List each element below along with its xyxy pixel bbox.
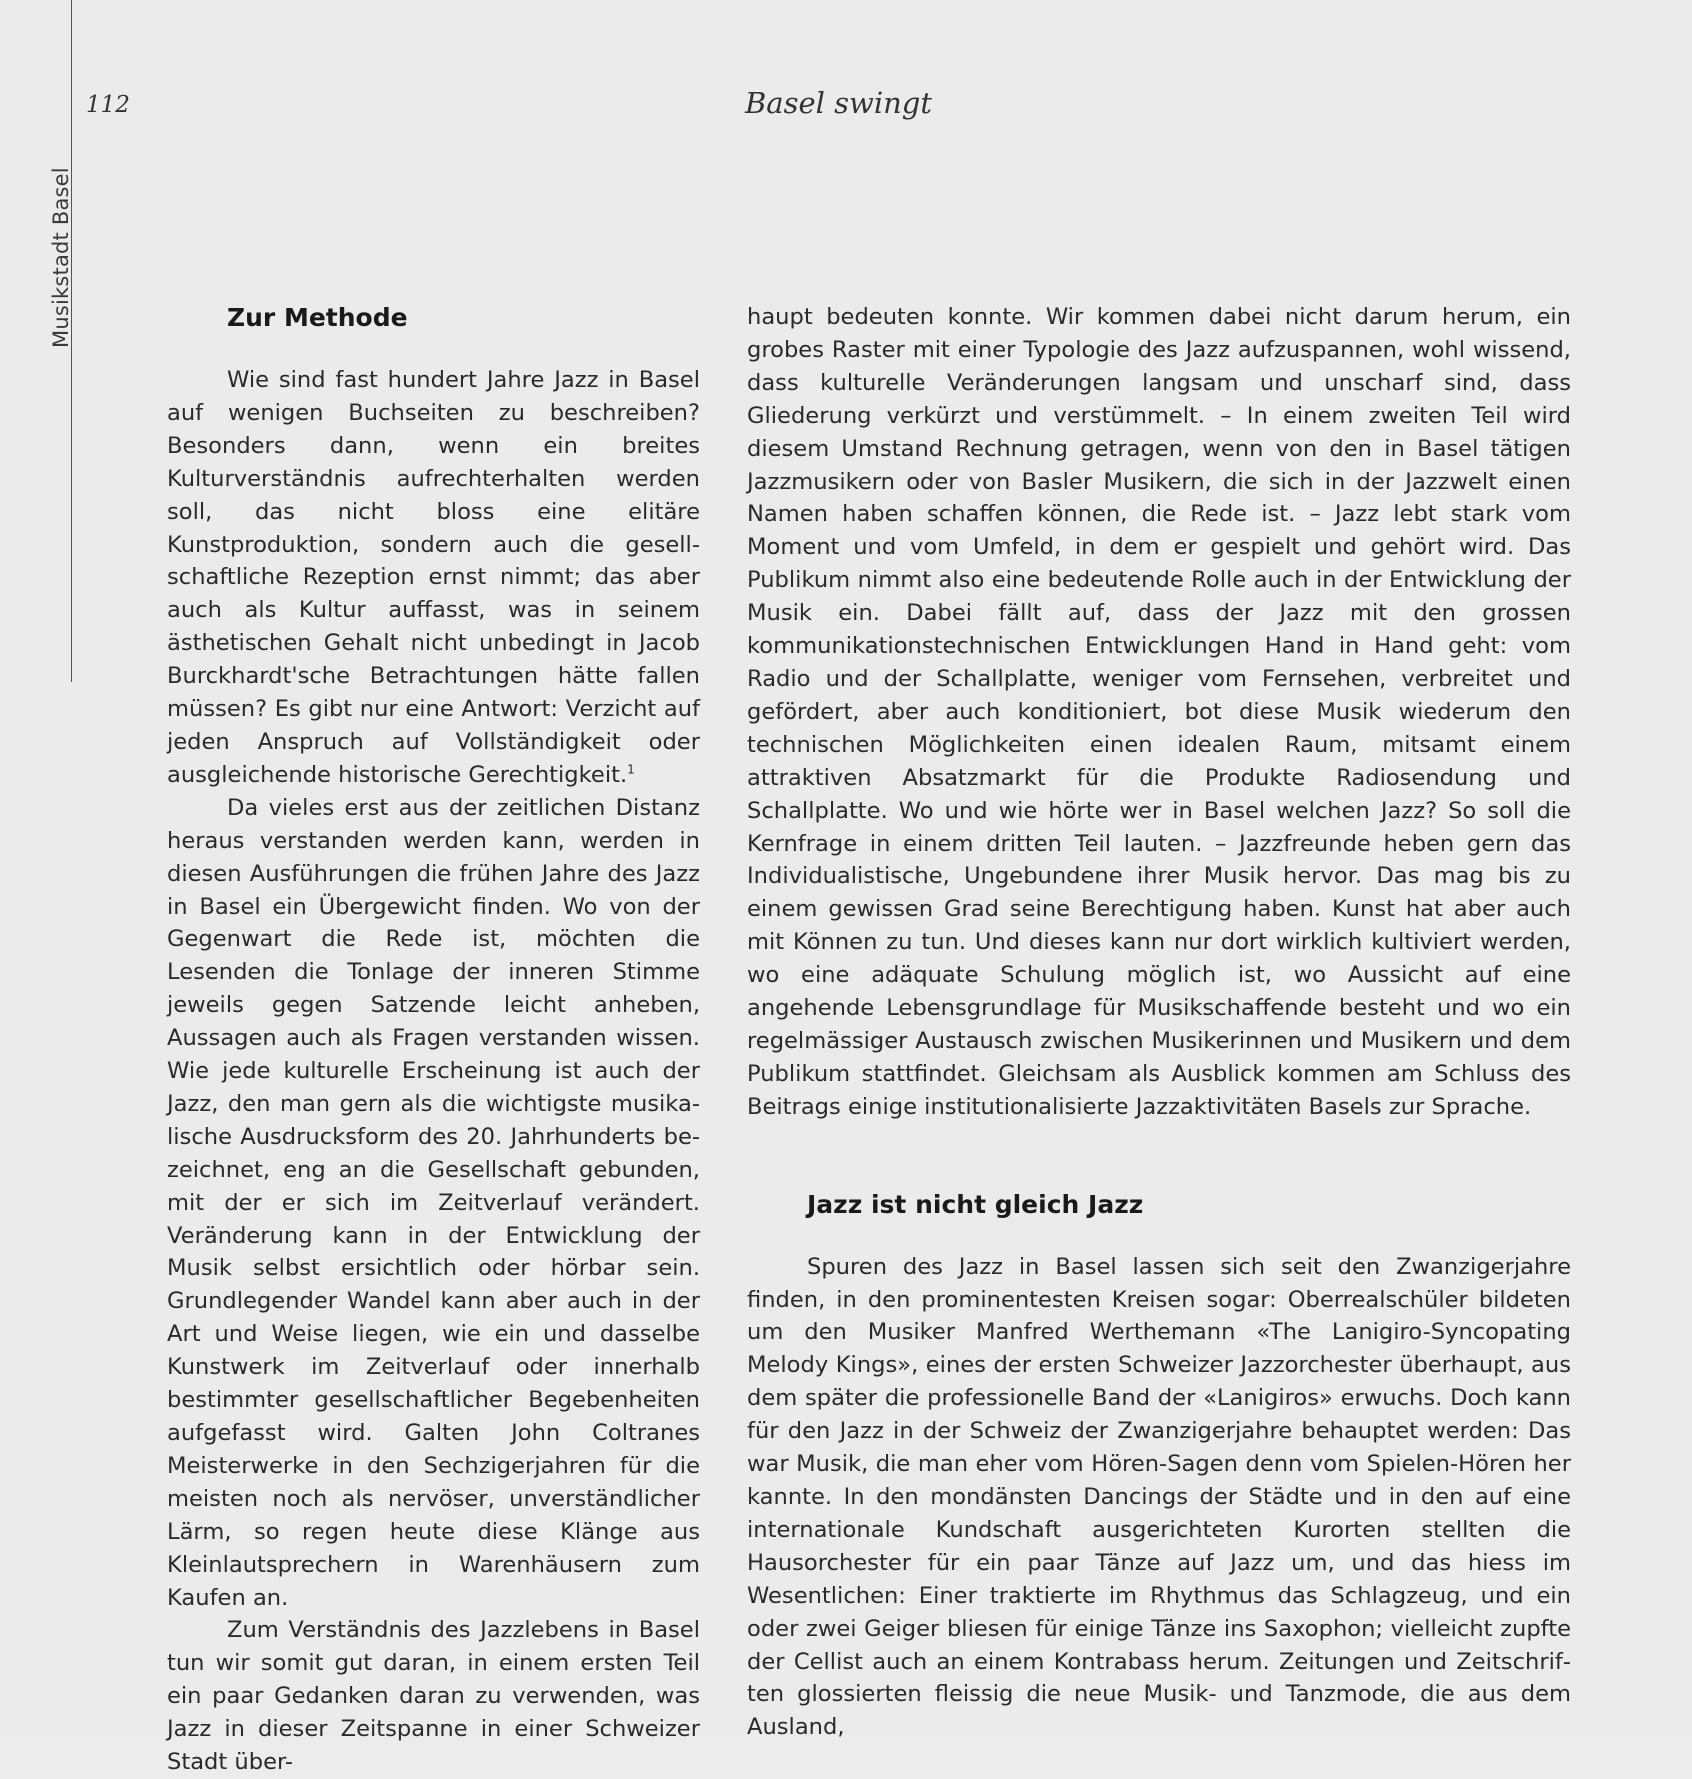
paragraph-methode-1 [167, 364, 700, 792]
section-heading-jazz: Jazz ist nicht gleich Jazz [807, 1189, 1144, 1219]
paragraph-methode-3-continued [747, 301, 1571, 1124]
paragraph-text: Zum Verständnis des Jazzlebens in Basel tun wir somit gut daran, in einem ersten Teil ein paar Gedanken daran zu verwenden, was Jazz in dieser Zeitspanne in einer Schweizer Stadt über- [167, 1617, 700, 1776]
footnote-mark: 1 [627, 762, 635, 777]
right-column [747, 301, 1571, 1744]
section-heading-methode: Zur Methode [227, 303, 408, 332]
paragraph-methode-2: Da vieles erst aus der zeitlichen Distanz heraus verstanden werden kann, werden in diesen Ausführungen die frühen Jahre des Jazz in Basel ein Übergewicht finden. Wo von der Gegenwart die Rede ist, möchten die Lesenden die Tonlage der inneren Stimme jeweils gegen Satzende leicht anheben, Aussagen auch als Fragen verstanden wissen. Wie jede kulturelle Erscheinung ist auch der Jazz, den man gern als die wichtigste musikalische Ausdrucksform des 20. Jahrhunderts bezeichnet, eng an die Gesellschaft gebunden, mit der er sich im Zeitverlauf verändert. Veränderung kann in der Entwicklung der Musik selbst ersichtlich oder hörbar sein. Grundlegender Wandel kann aber auch in der Art und Weise liegen, wie ein und dasselbe Kunstwerk im Zeitverlauf oder innerhalb bestimmter gesellschaftlicher Begebenheiten aufgefasst wird. Galten John Coltranes Meisterwerke in den Sechzigerjahren für die meisten noch als nervöser, unverständlicher Lärm, so regen heute diese Klänge aus Kleinlautsprechern in Warenhäusern zum Kaufen an. [167, 794, 700, 1611]
paragraph-methode-3-start [167, 1614, 700, 1779]
paragraph-jazz-1: Spuren des Jazz in Basel lassen sich seit den Zwanzigerjahre finden, in den prominentesten Kreisen sogar: Oberrealschüler bildeten um den Musiker Manfred Werthemann «The Lanigiro-Syncopating Melody Kings», eines der ersten Schweizer Jazzorchester überhaupt, aus dem später die professionelle Band der «Lanigiros» erwuchs. Doch kann für den Jazz in der Schweiz der Zwanzigerjahre behauptet werden: Das war Musik, die man eher vom Hören-Sagen denn vom Spielen-Hören her kannte. In den mondänsten Dancings der Städte und in den auf eine internationale Kundschaft ausgerichteten Kurorten stellten die Hausorchester für ein paar Tänze auf Jazz um, und das hiess im Wesentlichen: Einer traktierte im Rhythmus das Schlagzeug, und ein oder zwei Geiger bliesen für einige Tänze ins Saxophon; vielleicht zupfte der Cellist auch an einem Kontrabass herum. Zeitungen und Zeitschriften glossierten fleissig die neue Musik- und Tanzmode, die aus dem Ausland, [747, 1253, 1571, 1741]
side-label: Musikstadt Basel [49, 167, 73, 348]
paragraph-text: Wie sind fast hundert Jahre Jazz in Basel auf wenigen Buchseiten zu beschreiben? Besonders dann, wenn ein breites Kulturverständnis aufrechterhalten werden soll, das nicht bloss eine elitäre Kunstproduktion, sondern auch die gesellschaftliche Rezeption ernst nimmt; das aber auch als Kultur auffasst, was in seinem ästhetischen Gehalt nicht unbedingt in Jacob Burckhardt'sche Betrachtungen hätte fallen müssen? Es gibt nur eine Antwort: Verzicht auf jeden Anspruch auf Vollständigkeit oder ausgleichende historische Gerechtigkeit. [167, 367, 700, 788]
running-head: Basel swingt [745, 86, 933, 120]
left-column [167, 301, 700, 1779]
paragraph-text: haupt bedeuten konnte. Wir kommen dabei nicht darum herum, ein grobes Raster mit einer Typologie des Jazz aufzuspannen, wohl wissend, dass kulturelle Veränderungen langsam und unscharf sind, dass Gliederung verkürzt und verstümmelt. – In einem zweiten Teil wird diesem Umstand Rechnung getragen, wenn von den in Basel tätigen Jazzmusikern oder von Basler Musikern, die sich in der Jazzwelt einen Namen haben schaffen können, die Rede ist. – Jazz lebt stark vom Moment und vom Umfeld, in dem er gespielt und gehört wird. Das Publikum nimmt also eine bedeutende Rolle auch in der Entwicklung der Musik ein. Dabei fällt auf, dass der Jazz mit den grossen kommunikationstechnischen Entwicklungen Hand in Hand geht: vom Radio und der Schallplatte, weniger vom Fernsehen, verbreitet und gefördert, aber auch konditioniert, bot diese Musik wiederum den technischen Möglichkeiten einen idealen Raum, mitsamt einem attraktiven Absatzmarkt für die Produkte Radiosendung und Schallplatte. Wo und wie hörte wer in Basel welchen Jazz? So soll die Kernfrage in einem dritten Teil lauten. – Jazzfreunde heben gern das Individualistische, Ungebundene ihrer Musik hervor. Das mag bis zu einem gewissen Grad seine Berechtigung haben. Kunst hat aber auch mit Können zu tun. Und dieses kann nur dort wirklich kultiviert werden, wo eine adäquate Schulung möglich ist, wo Aussicht auf eine angehende Lebensgrundlage für Musikschaffende besteht und wo ein regelmässiger Austausch zwischen Musikerinnen und Musikern und dem Publikum stattfindet. Gleichsam als Ausblick kommen am Schluss des Beitrags einige institutionalisierte Jazzaktivitäten Basels zur Sprache. [747, 304, 1571, 1120]
page-number: 112 [86, 92, 130, 118]
